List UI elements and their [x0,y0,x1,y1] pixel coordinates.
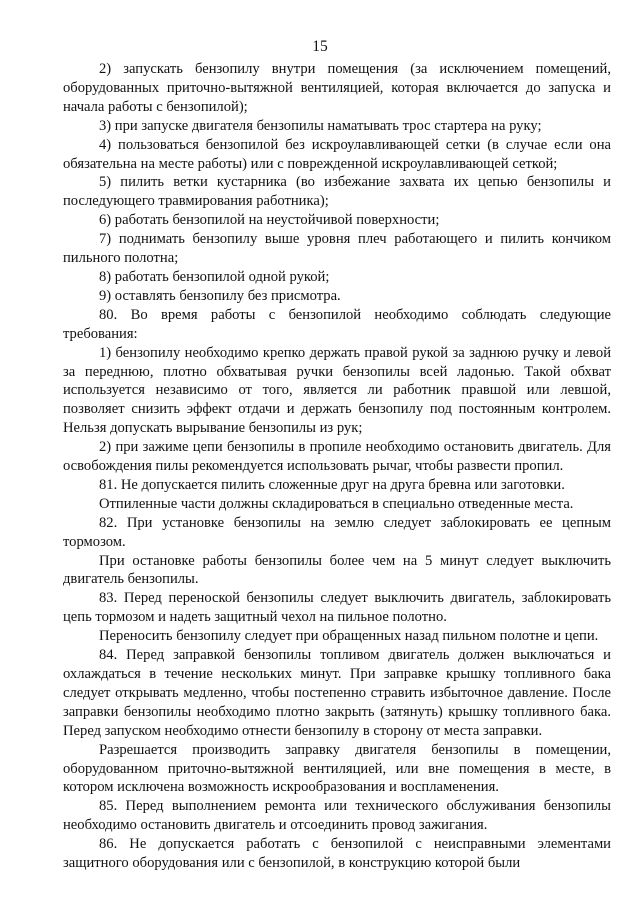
paragraph: 4) пользоваться бензопилой без искроулавливающей сетки (в случае если она обязательна на месте работы) или с поврежденной искроулавливающей сеткой; [63,136,611,172]
paragraph: 5) пилить ветки кустарника (во избежание захвата их цепью бензопилы и последующего травмирования работника); [63,174,611,210]
paragraph: 9) оставлять бензопилу без присмотра. [99,287,341,304]
paragraph: 85. Перед выполнением ремонта или технического обслуживания бензопилы необходимо остановить двигатель и отсоединить провод зажигания. [63,798,611,834]
page-number: 15 [312,38,328,55]
paragraph: 83. Перед переноской бензопилы следует выключить двигатель, заблокировать цепь тормозом и надеть защитный чехол на пильное полотно. [63,590,611,626]
paragraph: При остановке работы бензопилы более чем на 5 минут следует выключить двигатель бензопилы. [63,552,611,588]
paragraph: 86. Не допускается работать с бензопилой с неисправными элементами защитного оборудования или с бензопилой, в конструкцию которой были [63,836,611,872]
paragraph: 7) поднимать бензопилу выше уровня плеч работающего и пилить кончиком пильного полотна; [63,231,611,267]
paragraph: Разрешается производить заправку двигателя бензопилы в помещении, оборудованном приточно-вытяжной вентиляцией, или вне помещения в месте, в котором исключена возможность искрообразования и воспламенения. [63,741,611,796]
paragraph: 3) при запуске двигателя бензопилы наматывать трос стартера на руку; [99,117,542,134]
paragraph: Отпиленные части должны складироваться в специально отведенные места. [99,495,574,512]
paragraph: Переносить бензопилу следует при обращенных назад пильном полотне и цепи. [99,628,599,645]
paragraph: 84. Перед заправкой бензопилы топливом двигатель должен выключаться и охлаждаться в течение нескольких минут. При заправке крышку топливного бака следует открывать медленно, чтобы постепенно стравить избыточное давление. После заправки бензопилы необходимо плотно закрыть (затянуть) крышку топливного бака. Перед запуском необходимо отнести бензопилу в сторону от места заправки. [63,647,611,739]
paragraph: 2) при зажиме цепи бензопилы в пропиле необходимо остановить двигатель. Для освобождения пилы рекомендуется использовать рычаг, чтобы развести пропил. [63,439,611,475]
paragraph: 1) бензопилу необходимо крепко держать правой рукой за заднюю ручку и левой за переднюю, плотно обхватывая ручки бензопилы всей ладонью. Такой обхват используется независимо от того, является ли работник правшой или левшой, позволяет снизить эффект отдачи и держать бензопилу под постоянным контролем. Нельзя допускать вырывание бензопилы из рук; [63,344,611,437]
paragraph: 80. Во время работы с бензопилой необходимо соблюдать следующие требования: [63,306,611,342]
paragraph: 6) работать бензопилой на неустойчивой поверхности; [99,212,440,229]
document-body [63,60,611,873]
paragraph: 81. Не допускается пилить сложенные друг на друга бревна или заготовки. [99,476,565,493]
paragraph: 2) запускать бензопилу внутри помещения (за исключением помещений, оборудованных приточно-вытяжной вентиляцией, которая включается до запуска и начала работы с бензопилой); [63,61,611,115]
paragraph: 82. При установке бензопилы на землю следует заблокировать ее цепным тормозом. [63,514,611,550]
paragraph: 8) работать бензопилой одной рукой; [99,268,330,285]
